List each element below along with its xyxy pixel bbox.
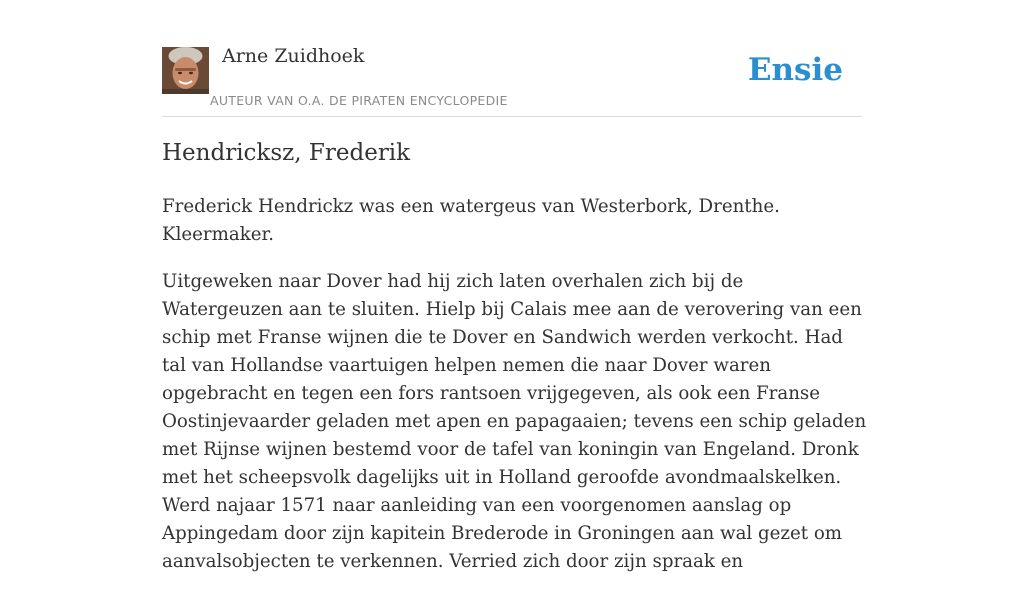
brand-logo[interactable]: Ensie xyxy=(747,52,843,88)
article-header xyxy=(162,40,862,117)
author-tagline: AUTEUR VAN O.A. DE PIRATEN ENCYCLOPEDIE xyxy=(210,93,508,108)
article-paragraph: Frederick Hendrickz was een watergeus van Westerbork, Drenthe. Kleermaker. xyxy=(162,196,780,245)
author-name[interactable]: Arne Zuidhoek xyxy=(222,45,365,67)
avatar[interactable] xyxy=(162,47,209,94)
article-body xyxy=(162,193,867,595)
article-paragraph: Uitgeweken naar Dover had hij zich laten overhalen zich bij de Watergeuzen aan te sluiten. Hielp bij Calais mee aan de verovering van een schip met Franse wijnen die te Dover en Sandwich werden verkocht. Had tal van Hollandse vaartuigen helpen nemen die naar Dover waren opgebracht en tegen een fors rantsoen vrijgegeven, als ook een Franse Oostinjevaarder geladen met apen en papagaaien; tevens een schip geladen met Rijnse wijnen bestemd voor de tafel van koningin van Engeland. Dronk met het scheepsvolk dagelijks uit in Holland geroofde avondmaalskelken. Werd najaar 1571 naar aanleiding van een voorgenomen aanslag op Appingedam door zijn kapitein Brederode in Groningen aan wal gezet om aanvalsobjecten te verkennen. Verried zich door zijn spraak en xyxy=(162,271,867,572)
article-title: Hendricksz, Frederik xyxy=(162,140,411,166)
